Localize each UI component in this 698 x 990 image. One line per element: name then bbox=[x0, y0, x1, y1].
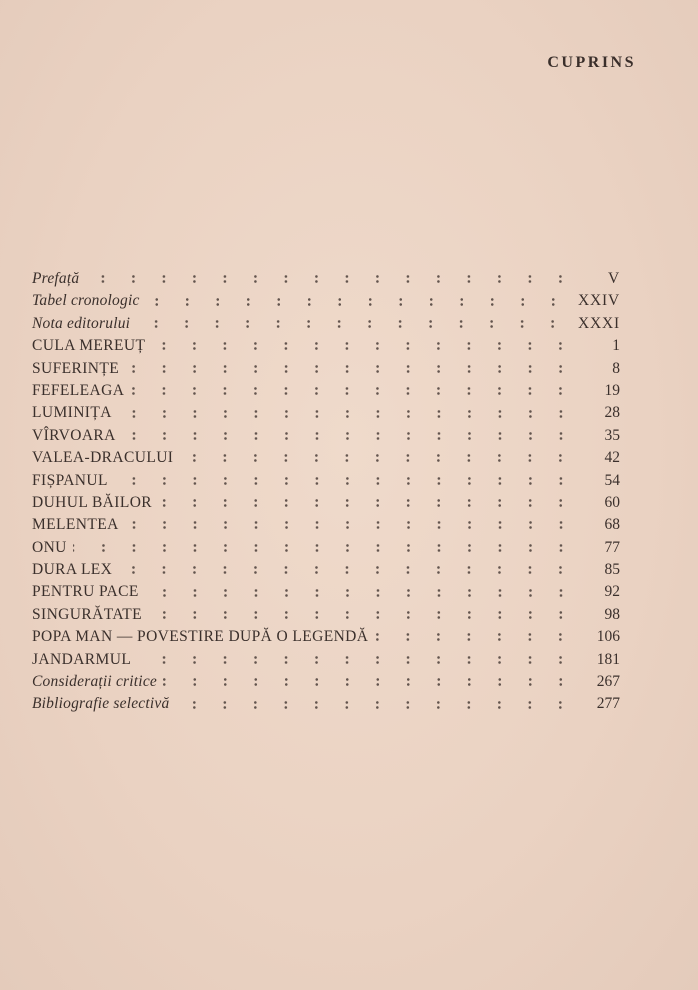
toc-entry-page-number: 60 bbox=[604, 493, 620, 511]
toc-entry-title: Nota editorului bbox=[32, 314, 131, 332]
toc-entry-title: VALEA-DRACULUI bbox=[32, 449, 174, 467]
toc-entry-page-number: 106 bbox=[596, 628, 620, 646]
toc-entry-title: Prefață bbox=[32, 270, 80, 287]
page-title: CUPRINS bbox=[547, 54, 636, 71]
toc-entry bbox=[32, 335, 620, 357]
dot-leader bbox=[179, 453, 576, 463]
toc-entry-title: JANDARMUL bbox=[32, 650, 132, 668]
dot-leader bbox=[130, 386, 576, 396]
toc-entry-title: FEFELEAGA bbox=[32, 381, 125, 399]
toc-entry bbox=[32, 581, 620, 603]
toc-entry-title: SUFERINȚE bbox=[32, 359, 120, 377]
toc-entry-page-number: 77 bbox=[604, 538, 620, 556]
toc-entry-page-number: 54 bbox=[604, 471, 620, 489]
toc-entry-page-number: 85 bbox=[604, 561, 620, 579]
toc-entry bbox=[32, 626, 620, 648]
toc-entry bbox=[32, 402, 620, 424]
toc-entry-title: DURA LEX bbox=[32, 561, 113, 579]
dot-leader bbox=[73, 543, 576, 553]
toc-entry bbox=[32, 290, 620, 312]
toc-entry bbox=[32, 537, 620, 559]
dot-leader bbox=[151, 341, 576, 351]
toc-entry-page-number: 267 bbox=[596, 673, 620, 691]
toc-entry bbox=[32, 313, 620, 335]
toc-entry-title: ONU bbox=[32, 538, 67, 556]
toc-entry bbox=[32, 447, 620, 469]
toc-entry-page-number: 28 bbox=[604, 404, 620, 422]
toc-entry-page-number: V bbox=[608, 270, 620, 287]
toc-entry bbox=[32, 380, 620, 402]
toc-entry-title: PENTRU PACE bbox=[32, 583, 139, 601]
dot-leader bbox=[85, 274, 576, 284]
dot-leader bbox=[125, 364, 576, 374]
toc-entry bbox=[32, 604, 620, 626]
dot-leader bbox=[114, 476, 576, 486]
dot-leader bbox=[148, 610, 576, 620]
dot-leader bbox=[122, 431, 576, 441]
dot-leader bbox=[136, 319, 568, 329]
toc-entry-page-number: 35 bbox=[604, 426, 620, 444]
dot-leader bbox=[118, 565, 576, 575]
toc-entry-title: SINGURĂTATE bbox=[32, 605, 142, 623]
dot-leader bbox=[374, 632, 576, 642]
toc-entry-page-number: 181 bbox=[596, 650, 620, 668]
toc-entry-title: Considerații critice bbox=[32, 673, 157, 691]
dot-leader bbox=[146, 297, 569, 307]
dot-leader bbox=[137, 655, 576, 665]
toc-entry-page-number: 68 bbox=[604, 516, 620, 534]
toc-entry-page-number: 19 bbox=[604, 381, 620, 399]
toc-entry-page-number: 98 bbox=[604, 605, 620, 623]
toc-entry-title: POPA MAN — POVESTIRE DUPĂ O LEGENDĂ bbox=[32, 628, 369, 646]
toc-entry-page-number: XXXI bbox=[578, 314, 620, 332]
toc-entry bbox=[32, 649, 620, 671]
toc-entry bbox=[32, 559, 620, 581]
toc-entry-page-number: 8 bbox=[612, 359, 620, 377]
toc-entry-page-number: 1 bbox=[612, 337, 620, 355]
dot-leader bbox=[125, 520, 576, 530]
toc-entry-title: VÎRVOARA bbox=[32, 426, 116, 444]
dot-leader bbox=[145, 588, 576, 598]
toc-entry bbox=[32, 671, 620, 693]
dot-leader bbox=[175, 700, 576, 710]
toc-entry-title: FIȘPANUL bbox=[32, 471, 108, 489]
toc-entry bbox=[32, 470, 620, 492]
toc-entry bbox=[32, 425, 620, 447]
toc-entry bbox=[32, 358, 620, 380]
toc-entry-page-number: 92 bbox=[604, 583, 620, 601]
toc-entry-page-number: 42 bbox=[604, 449, 620, 467]
toc-entry-page-number: XXIV bbox=[578, 292, 620, 310]
dot-leader bbox=[163, 677, 576, 687]
toc-entry-title: Tabel cronologic bbox=[32, 292, 140, 310]
toc-entry-title: DUHUL BĂILOR bbox=[32, 493, 153, 511]
toc-entry bbox=[32, 514, 620, 536]
dot-leader bbox=[118, 409, 576, 419]
toc-entry-title: LUMINIȚA bbox=[32, 404, 112, 422]
dot-leader bbox=[158, 498, 576, 508]
toc-entry-title: MELENTEA bbox=[32, 516, 119, 534]
toc-entry-title: CULA MEREUȚ bbox=[32, 337, 146, 355]
toc-entry bbox=[32, 693, 620, 715]
table-of-contents bbox=[32, 268, 620, 716]
toc-entry-page-number: 277 bbox=[596, 695, 620, 713]
toc-entry bbox=[32, 492, 620, 514]
toc-entry-title: Bibliografie selectivă bbox=[32, 695, 170, 713]
toc-entry bbox=[32, 268, 620, 290]
